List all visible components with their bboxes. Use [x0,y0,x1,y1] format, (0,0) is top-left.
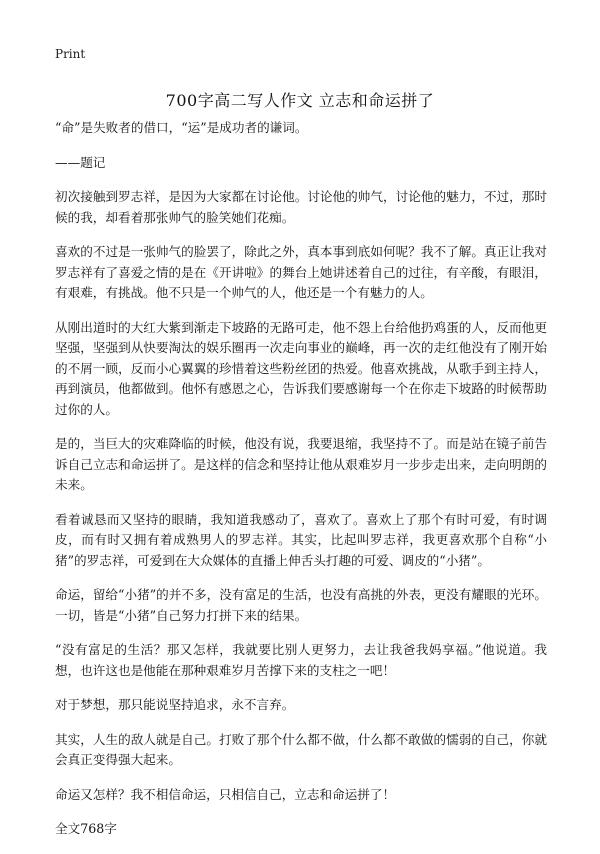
article-paragraph: 命运又怎样？我不相信命运，只相信自己，立志和命运拼了！ [55,786,396,802]
article-body [55,118,547,854]
article-paragraph: 是的，当巨大的灾难降临的时候，他没有说，我要退缩，我坚持不了。而是站在镜子前告诉自己立志和命运拼了。是这样的信念和坚持让他从艰难岁月一步步走出来，走向明朗的未来。 [55,436,547,492]
article-epigraph: “命”是失败者的借口，“运”是成功者的谦词。 [55,120,308,135]
article-paragraph: 喜欢的不过是一张帅气的脸罢了，除此之外，真本事到底如何呢？我不了解。真正让我对罗志祥有了喜爱之情的是在《开讲啦》的舞台上她讲述着自己的过往，有辛酸，有眼泪，有艰难，有挑战。他不只是一个帅气的人，他还是一个有魅力的人。 [55,244,547,300]
word-count: 全文768字 [55,821,117,836]
article-paragraph: 看着诚恳而又坚持的眼睛，我知道我感动了，喜欢了。喜欢上了那个有时可爱，有时调皮，而有时又拥有着成熟男人的罗志祥。其实，比起叫罗志祥，我更喜欢那个自称“小猪”的罗志祥，可爱到在大众媒体的直播上伸舌头打趣的可爱、调皮的“小猪”。 [55,511,547,568]
article-epigraph-signature: ——题记 [55,154,106,170]
article-paragraph: 从刚出道时的大红大紫到渐走下坡路的无路可走，他不怨上台给他扔鸡蛋的人，反而他更坚强，坚强到从快要淘汰的娱乐圈再一次走向事业的巅峰，再一次的走红他没有了刚开始的不屑一顾，反而小心翼翼的珍惜着这些粉丝团的热爱。他喜欢挑战，从歌手到主持人，再到演员，他都做到。他怀有感恩之心，告诉我们要感谢每一个在你走下坡路的时候帮助过你的人。 [55,319,547,417]
article-paragraph: 初次接触到罗志祥，是因为大家都在讨论他。讨论他的帅气，讨论他的魅力，不过，那时候的我，却看着那张帅气的脸笑她们花痴。 [55,189,547,225]
article-paragraph: 命运，留给“小猪”的并不多，没有富足的生活，也没有高挑的外表，更没有耀眼的光环。一切，皆是“小猪”自己努力打拼下来的结果。 [55,587,547,623]
article-paragraph: 对于梦想，那只能说坚持追求，永不言弃。 [55,697,295,712]
article-paragraph: 其实，人生的敌人就是自己。打败了那个什么都不做，什么都不敢做的懦弱的自己，你就会真正变得强大起来。 [55,731,547,767]
print-link[interactable]: Print [55,47,86,61]
article-paragraph: “没有富足的生活？那又怎样，我就要比别人更努力，去让我爸我妈享福。”他说道。我想，也许这也是他能在那种艰难岁月苦撑下来的支柱之一吧！ [55,642,547,678]
article-title: 700字高二写人作文 立志和命运拼了 [165,91,435,110]
